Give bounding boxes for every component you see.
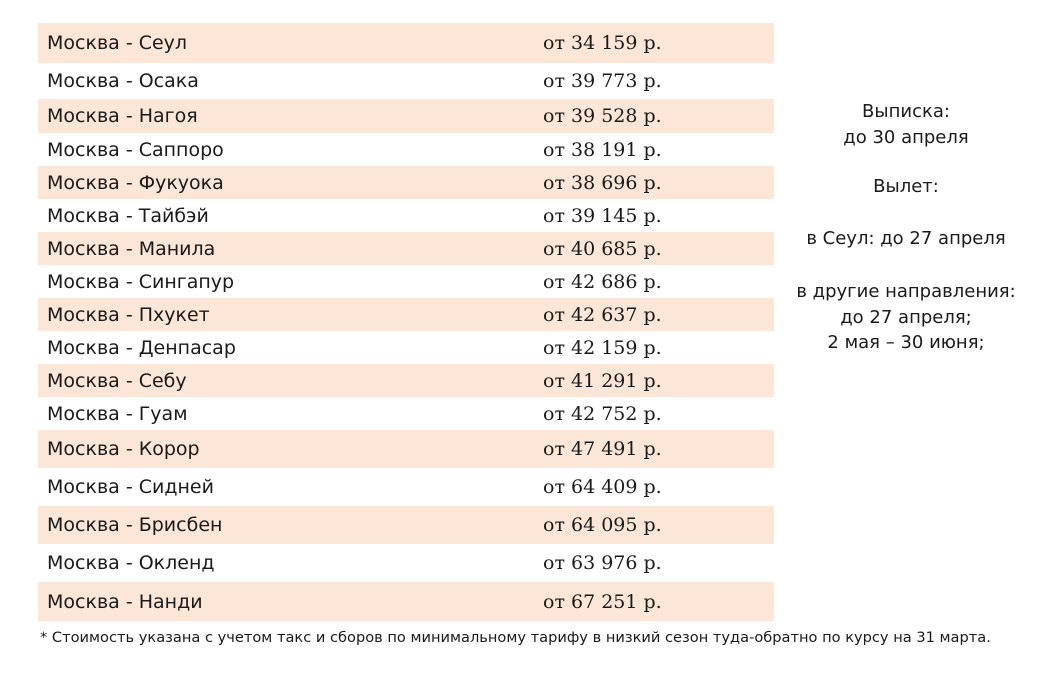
fare-row (38, 166, 774, 199)
route-price: от 41 291 р. (543, 369, 662, 392)
departure-other-date-2: 2 мая – 30 июня; (827, 332, 985, 353)
fare-row (38, 298, 774, 331)
fare-row (38, 99, 774, 133)
fare-row (38, 397, 774, 430)
route-price: от 63 976 р. (543, 552, 662, 574)
route-price: от 64 409 р. (543, 476, 662, 498)
route-name: Москва - Пхукет (47, 303, 210, 326)
departure-other-date-1: до 27 апреля; (840, 307, 972, 328)
route-name: Москва - Сингапур (47, 270, 235, 293)
fare-row (38, 544, 774, 582)
route-price: от 67 251 р. (543, 590, 662, 613)
route-name: Москва - Денпасар (47, 336, 236, 359)
route-name: Москва - Окленд (47, 552, 215, 574)
departure-other-label: в другие направления: (796, 281, 1016, 302)
route-price: от 40 685 р. (543, 237, 662, 260)
departure-label: Вылет: (873, 176, 939, 197)
footnote: * Стоимость указана с учетом такс и сборов по минимальному тарифу в низкий сезон туда-обратно по курсу на 31 марта. (40, 629, 991, 646)
fare-row (38, 430, 774, 468)
route-name: Москва - Тайбэй (47, 204, 209, 227)
route-price: от 34 159 р. (543, 32, 662, 54)
fare-row (38, 506, 774, 544)
ticketing-label: Выписка: (862, 101, 950, 122)
route-price: от 42 686 р. (543, 270, 662, 293)
fare-row (38, 265, 774, 298)
route-name: Москва - Фукуока (47, 171, 224, 194)
route-price: от 42 637 р. (543, 303, 662, 326)
route-price: от 38 191 р. (543, 138, 662, 161)
route-name: Москва - Манила (47, 237, 216, 260)
departure-seoul: в Сеул: до 27 апреля (806, 228, 1006, 249)
route-name: Москва - Осака (47, 70, 199, 92)
route-name: Москва - Саппоро (47, 138, 224, 161)
route-name: Москва - Сеул (47, 32, 188, 54)
route-name: Москва - Корор (47, 438, 200, 460)
route-price: от 42 159 р. (543, 336, 662, 359)
route-price: от 39 145 р. (543, 204, 662, 227)
fare-row (38, 331, 774, 364)
route-price: от 38 696 р. (543, 171, 662, 194)
route-name: Москва - Брисбен (47, 514, 223, 536)
fares-table (38, 23, 774, 621)
fare-row (38, 468, 774, 506)
route-price: от 47 491 р. (543, 438, 662, 460)
route-name: Москва - Нанди (47, 590, 203, 613)
fare-row (38, 232, 774, 265)
route-name: Москва - Себу (47, 369, 187, 392)
route-price: от 39 773 р. (543, 70, 662, 92)
route-price: от 42 752 р. (543, 402, 662, 425)
route-price: от 39 528 р. (543, 105, 662, 127)
fare-row (38, 133, 774, 166)
fare-row (38, 582, 774, 621)
fare-row (38, 364, 774, 397)
fare-row (38, 199, 774, 232)
route-name: Москва - Нагоя (47, 105, 198, 127)
fare-row (38, 63, 774, 99)
fare-row (38, 23, 774, 63)
route-name: Москва - Гуам (47, 402, 188, 425)
route-name: Москва - Сидней (47, 476, 214, 498)
ticketing-date: до 30 апреля (843, 127, 969, 148)
route-price: от 64 095 р. (543, 514, 662, 536)
